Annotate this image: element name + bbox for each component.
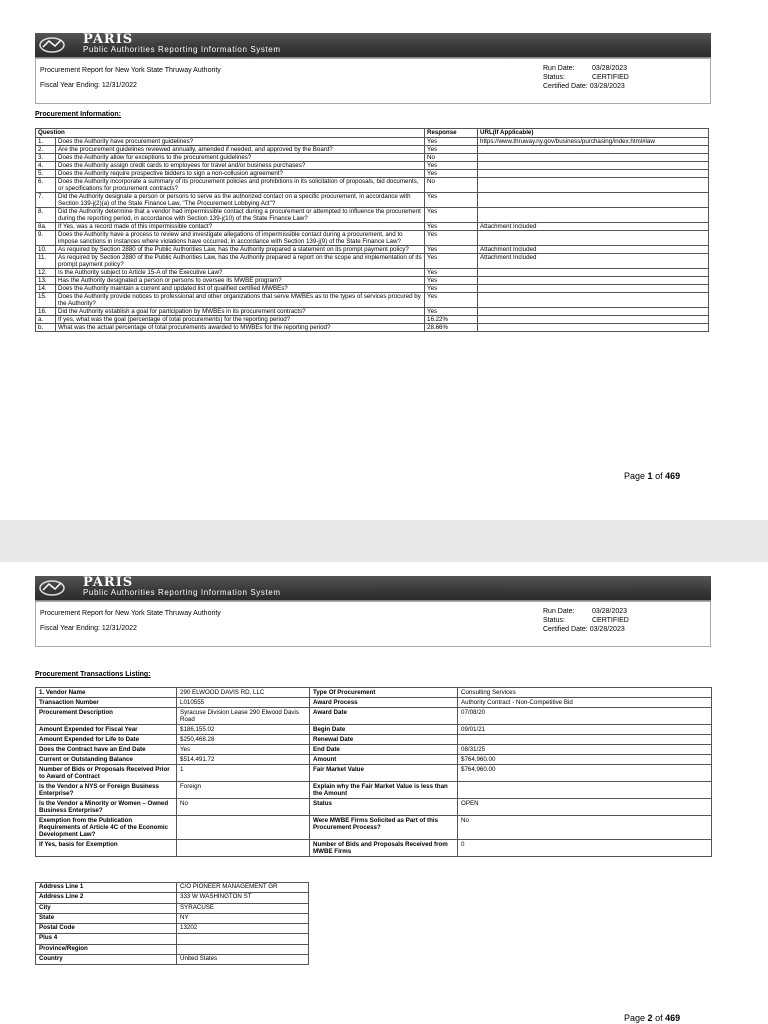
- response-value: Yes: [425, 308, 478, 316]
- field-label: Renewal Date: [310, 735, 458, 745]
- response-value: Yes: [425, 285, 478, 293]
- url-value: https://www.thruway.ny.gov/business/purchasing/index.html#law: [478, 138, 709, 146]
- field-value: Foreign: [177, 782, 310, 799]
- field-value: 08/31/25: [458, 745, 712, 755]
- run-date: 03/28/2023: [592, 65, 628, 72]
- transaction-row: [36, 765, 712, 782]
- question-number: 15.: [36, 293, 56, 308]
- field-label: Begin Date: [310, 725, 458, 735]
- question-text: Does the Authority allow for exceptions to the procurement guidelines?: [56, 154, 425, 162]
- response-value: Yes: [425, 231, 478, 246]
- url-value: [478, 269, 709, 277]
- field-value: Consulting Services: [458, 688, 712, 698]
- question-row: [36, 231, 709, 246]
- banner-subtitle: Public Authorities Reporting Information System: [83, 588, 281, 597]
- address-value: NY: [177, 913, 309, 923]
- address-value: 13202: [177, 924, 309, 934]
- field-label: Number of Bids or Proposals Received Prior to Award of Contract: [36, 765, 177, 782]
- question-text: What was the actual percentage of total procurements awarded to MWBEs for the reporting period?: [56, 324, 425, 332]
- question-row: [36, 162, 709, 170]
- response-value: No: [425, 178, 478, 193]
- page-of: of: [655, 471, 663, 481]
- column-header-question: Question: [36, 129, 425, 138]
- field-value: $250,468.28: [177, 735, 310, 745]
- field-label: Does the Contract have an End Date: [36, 745, 177, 755]
- transaction-row: [36, 755, 712, 765]
- question-number: 1.: [36, 138, 56, 146]
- url-value: [478, 316, 709, 324]
- address-value: SYRACUSE: [177, 903, 309, 913]
- field-value: L010555: [177, 698, 310, 708]
- paris-logo-icon: [39, 35, 65, 55]
- question-row: [36, 324, 709, 332]
- question-number: 8.: [36, 208, 56, 223]
- address-label: Country: [36, 955, 177, 965]
- response-value: Yes: [425, 254, 478, 269]
- field-label: Award Date: [310, 708, 458, 725]
- response-value: No: [425, 154, 478, 162]
- field-value: No: [177, 799, 310, 816]
- question-row: [36, 208, 709, 223]
- response-value: Yes: [425, 146, 478, 154]
- question-row: [36, 316, 709, 324]
- page-num: 1: [647, 471, 653, 481]
- question-text: Did the Authority designate a person or persons to serve as the authorized contact on a specific procurement, in accordance with Section 139-j(2)(a) of the State Finance Law, "The Procurement Lobbying Act"?: [56, 193, 425, 208]
- field-label: Exemption from the Publication Requirements of Article 4C of the Economic Development Law?: [36, 816, 177, 840]
- question-row: [36, 277, 709, 285]
- question-number: 9.: [36, 231, 56, 246]
- field-label: Fair Market Value: [310, 765, 458, 782]
- run-date: 03/28/2023: [592, 608, 628, 615]
- question-number: 16.: [36, 308, 56, 316]
- url-value: [478, 154, 709, 162]
- address-row: [36, 924, 309, 934]
- question-text: Does the Authority provide notices to professional and other organizations that serve MWBEs as to the types of services procured by the Authority?: [56, 293, 425, 308]
- field-value: $764,960.00: [458, 755, 712, 765]
- field-value: Syracuse Division Lease 290 Elwood Davis Road: [177, 708, 310, 725]
- address-value: [177, 934, 309, 944]
- address-value: United States: [177, 955, 309, 965]
- page-prefix: Page: [624, 471, 646, 481]
- question-number: 4.: [36, 162, 56, 170]
- field-label: Transaction Number: [36, 698, 177, 708]
- column-header-url: URL(If Applicable): [478, 129, 709, 138]
- paris-banner: [35, 33, 711, 58]
- address-row: [36, 934, 309, 944]
- question-text: Is the Authority subject to Article 15-A of the Executive Law?: [56, 269, 425, 277]
- question-text: Does the Authority maintain a current and updated list of qualified certified MWBEs?: [56, 285, 425, 293]
- field-label: Were MWBE Firms Solicited as Part of this Procurement Process?: [310, 816, 458, 840]
- status-value: CERTIFIED: [592, 74, 629, 81]
- question-number: 10.: [36, 246, 56, 254]
- question-row: [36, 269, 709, 277]
- field-label: Award Process: [310, 698, 458, 708]
- url-value: [478, 308, 709, 316]
- section-title: Procurement Information:: [35, 111, 121, 118]
- transaction-row: [36, 688, 712, 698]
- transaction-row: [36, 725, 712, 735]
- field-value: Authority Contract - Non-Competitive Bid: [458, 698, 712, 708]
- banner-title: PARIS: [83, 32, 134, 47]
- question-row: [36, 138, 709, 146]
- question-text: If yes, what was the goal (percentage of total procurements) for the reporting period?: [56, 316, 425, 324]
- field-value: [177, 816, 310, 840]
- address-table: [35, 882, 309, 965]
- field-label: Procurement Description: [36, 708, 177, 725]
- question-number: 3.: [36, 154, 56, 162]
- transaction-row: [36, 782, 712, 799]
- address-label: Plus 4: [36, 934, 177, 944]
- procurement-info-table: [35, 128, 709, 332]
- url-value: [478, 193, 709, 208]
- certified-date-label: Certified Date:: [543, 626, 588, 633]
- banner-subtitle: Public Authorities Reporting Information System: [83, 45, 281, 54]
- page-total: 469: [665, 1013, 681, 1023]
- question-number: 7.: [36, 193, 56, 208]
- address-label: Address Line 1: [36, 883, 177, 893]
- question-row: [36, 246, 709, 254]
- question-text: As required by Section 2880 of the Public Authorities Law, has the Authority prepared a report on the scope and implementation of its prompt payment policy?: [56, 254, 425, 269]
- field-value: $764,960.00: [458, 765, 712, 782]
- question-text: Does the Authority have a process to review and investigate allegations of impermissible contact during a procurement, and to impose sanctions in instances where violations have occurred, in accordance with Section 139-j(9) of the State Finance Law?: [56, 231, 425, 246]
- status-value: CERTIFIED: [592, 617, 629, 624]
- response-value: Yes: [425, 162, 478, 170]
- field-label: Current or Outstanding Balance: [36, 755, 177, 765]
- field-value: 07/08/20: [458, 708, 712, 725]
- address-row: [36, 883, 309, 893]
- banner-title: PARIS: [83, 575, 134, 590]
- transaction-row: [36, 698, 712, 708]
- report-meta: [543, 607, 629, 634]
- question-text: Does the Authority assign credit cards to employees for travel and/or business purchases?: [56, 162, 425, 170]
- transaction-row: [36, 735, 712, 745]
- field-label: Amount Expended for Fiscal Year: [36, 725, 177, 735]
- question-text: Did the Authority determine that a vendor had impermissible contact during a procurement or attempted to influence the procurement during the reporting period, in accordance with Section 139-j(10) of the State Finance Law?: [56, 208, 425, 223]
- run-date-label: Run Date:: [543, 65, 575, 72]
- response-value: Yes: [425, 138, 478, 146]
- transaction-row: [36, 745, 712, 755]
- field-label: If Yes, basis for Exemption: [36, 840, 177, 857]
- field-value: $186,155.02: [177, 725, 310, 735]
- question-row: [36, 193, 709, 208]
- field-label: 1. Vendor Name: [36, 688, 177, 698]
- paris-logo-icon: [39, 578, 65, 598]
- question-text: If Yes, was a record made of this impermissible contact?: [56, 223, 425, 231]
- field-value: No: [458, 816, 712, 840]
- field-value: Yes: [177, 745, 310, 755]
- response-value: Yes: [425, 170, 478, 178]
- field-value: $514,491.72: [177, 755, 310, 765]
- field-label: Amount: [310, 755, 458, 765]
- url-value: Attachment Included: [478, 254, 709, 269]
- question-number: 11.: [36, 254, 56, 269]
- response-value: Yes: [425, 208, 478, 223]
- field-value: [458, 735, 712, 745]
- response-value: Yes: [425, 293, 478, 308]
- question-number: 12.: [36, 269, 56, 277]
- address-row: [36, 944, 309, 954]
- response-value: Yes: [425, 269, 478, 277]
- url-value: Attachment Included: [478, 223, 709, 231]
- address-value: C/O PIONEER MANAGEMENT GR: [177, 883, 309, 893]
- question-row: [36, 178, 709, 193]
- address-row: [36, 955, 309, 965]
- certified-date-label: Certified Date:: [543, 83, 588, 90]
- url-value: Attachment Included: [478, 246, 709, 254]
- question-number: 14.: [36, 285, 56, 293]
- field-label: Number of Bids and Proposals Received from MWBE Firms: [310, 840, 458, 857]
- address-row: [36, 893, 309, 903]
- address-label: Address Line 2: [36, 893, 177, 903]
- field-value: 09/01/21: [458, 725, 712, 735]
- address-row: [36, 913, 309, 923]
- question-text: Has the Authority designated a person or persons to oversee its MWBE program?: [56, 277, 425, 285]
- url-value: [478, 162, 709, 170]
- url-value: [478, 208, 709, 223]
- address-label: Province/Region: [36, 944, 177, 954]
- report-title: Procurement Report for New York State Thruway Authority: [40, 610, 221, 617]
- transaction-row: [36, 816, 712, 840]
- page-total: 469: [665, 471, 681, 481]
- transaction-row: [36, 799, 712, 816]
- address-value: 333 W WASHINGTON ST: [177, 893, 309, 903]
- address-row: [36, 903, 309, 913]
- question-row: [36, 146, 709, 154]
- question-text: Does the Authority require prospective bidders to sign a non-collusion agreement?: [56, 170, 425, 178]
- url-value: [478, 277, 709, 285]
- address-label: Postal Code: [36, 924, 177, 934]
- page-gap: [0, 520, 768, 562]
- question-number: b.: [36, 324, 56, 332]
- field-value: OPEN: [458, 799, 712, 816]
- field-value: 1: [177, 765, 310, 782]
- transaction-row: [36, 840, 712, 857]
- question-text: Does the Authority incorporate a summary of its procurement policies and prohibitions in its solicitation of proposals, bid documents, or specifications for procurement contracts?: [56, 178, 425, 193]
- page-number: [624, 471, 680, 481]
- field-label: Is the Vendor a NYS or Foreign Business Enterprise?: [36, 782, 177, 799]
- question-number: 5.: [36, 170, 56, 178]
- field-value: 290 ELWOOD DAVIS RD, LLC: [177, 688, 310, 698]
- question-row: [36, 154, 709, 162]
- url-value: [478, 178, 709, 193]
- paris-banner-2: [35, 576, 711, 601]
- url-value: [478, 324, 709, 332]
- page-number-2: [624, 1013, 680, 1023]
- status-label: Status:: [543, 617, 565, 624]
- column-header-response: Response: [425, 129, 478, 138]
- question-row: [36, 170, 709, 178]
- question-number: 6.: [36, 178, 56, 193]
- question-text: Are the procurement guidelines reviewed annually, amended if needed, and approved by the Board?: [56, 146, 425, 154]
- report-title: Procurement Report for New York State Thruway Authority: [40, 67, 221, 74]
- report-header: [35, 58, 711, 104]
- url-value: [478, 231, 709, 246]
- page-of: of: [655, 1013, 663, 1023]
- field-label: Is the Vendor a Minority or Women – Owned Business Enterprise?: [36, 799, 177, 816]
- question-row: [36, 293, 709, 308]
- question-number: a.: [36, 316, 56, 324]
- response-value: Yes: [425, 246, 478, 254]
- question-number: 13.: [36, 277, 56, 285]
- question-row: [36, 285, 709, 293]
- status-label: Status:: [543, 74, 565, 81]
- question-row: [36, 308, 709, 316]
- certified-date: 03/28/2023: [589, 83, 625, 90]
- question-text: Does the Authority have procurement guidelines?: [56, 138, 425, 146]
- question-row: [36, 223, 709, 231]
- response-value: Yes: [425, 277, 478, 285]
- question-text: As required by Section 2880 of the Public Authorities Law, has the Authority prepared a statement on its prompt payment policy?: [56, 246, 425, 254]
- response-value: Yes: [425, 193, 478, 208]
- report-meta: [543, 64, 629, 91]
- page-num: 2: [647, 1013, 653, 1023]
- url-value: [478, 285, 709, 293]
- report-header-2: [35, 601, 711, 647]
- page-prefix: Page: [624, 1013, 646, 1023]
- field-label: Explain why the Fair Market Value is less than the Amount: [310, 782, 458, 799]
- address-label: State: [36, 913, 177, 923]
- field-label: Amount Expended for Life to Date: [36, 735, 177, 745]
- question-number: 2.: [36, 146, 56, 154]
- transaction-row: [36, 708, 712, 725]
- fiscal-year: Fiscal Year Ending: 12/31/2022: [40, 82, 137, 89]
- address-value: [177, 944, 309, 954]
- transaction-table: [35, 687, 712, 857]
- run-date-label: Run Date:: [543, 608, 575, 615]
- field-label: End Date: [310, 745, 458, 755]
- field-label: Type Of Procurement: [310, 688, 458, 698]
- address-label: City: [36, 903, 177, 913]
- fiscal-year: Fiscal Year Ending: 12/31/2022: [40, 625, 137, 632]
- question-number: 8a.: [36, 223, 56, 231]
- url-value: [478, 293, 709, 308]
- response-value: 16.22%: [425, 316, 478, 324]
- response-value: 28.66%: [425, 324, 478, 332]
- section-title-2: Procurement Transactions Listing:: [35, 671, 151, 678]
- question-row: [36, 254, 709, 269]
- question-text: Did the Authority establish a goal for participation by MWBEs in its procurement contracts?: [56, 308, 425, 316]
- url-value: [478, 146, 709, 154]
- field-value: [177, 840, 310, 857]
- field-label: Status: [310, 799, 458, 816]
- field-value: [458, 782, 712, 799]
- url-value: [478, 170, 709, 178]
- field-value: 0: [458, 840, 712, 857]
- certified-date: 03/28/2023: [589, 626, 625, 633]
- response-value: Yes: [425, 223, 478, 231]
